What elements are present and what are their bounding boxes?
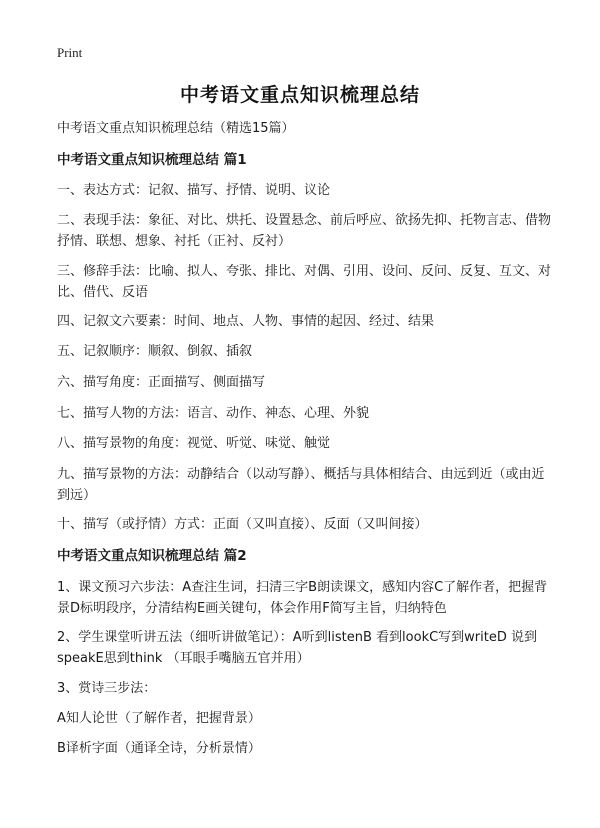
list-item: 七、描写人物的方法：语言、动作、神态、心理、外貌 — [57, 406, 370, 421]
list-item: 三、修辞手法：比喻、拟人、夸张、排比、对偶、引用、设问、反问、反复、互文、对比、借代、反语 — [57, 264, 552, 300]
list-item: 1、课文预习六步法：A查注生词，扫清三字B朗读课文，感知内容C了解作者，把握背景D标明段序，分清结构E画关键句，体会作用F简写主旨，归纳特色 — [57, 580, 548, 616]
list-item: 八、描写景物的角度：视觉、听觉、味觉、触觉 — [57, 436, 331, 451]
list-item: 3、赏诗三步法： — [57, 681, 157, 696]
list-item: 六、描写角度：正面描写、侧面描写 — [57, 375, 266, 390]
list-item: 四、记叙文六要素：时间、地点、人物、事情的起因、经过、结果 — [57, 314, 435, 329]
document-title: 中考语文重点知识梳理总结 — [179, 84, 420, 106]
list-item: 五、记叙顺序：顺叙、倒叙、插叙 — [57, 344, 253, 359]
list-item: 2、学生课堂听讲五法（细听讲做笔记）：A听到listenB 看到lookC写到writeD 说到speakE思到think （耳眼手嘴脑五官并用） — [57, 630, 537, 666]
list-item: 九、描写景物的方法：动静结合（以动写静）、概括与具体相结合、由远到近（或由近到远） — [57, 467, 545, 503]
list-item: 一、表达方式：记叙、描写、抒情、说明、议论 — [57, 183, 331, 198]
print-link[interactable]: Print — [57, 45, 83, 60]
document-subtitle: 中考语文重点知识梳理总结（精选15篇） — [57, 121, 295, 136]
list-item: A知人论世（了解作者，把握背景） — [57, 711, 261, 726]
list-item: 十、描写（或抒情）方式：正面（又叫直接）、反面（又叫间接） — [57, 517, 428, 532]
list-item: 二、表现手法：象征、对比、烘托、设置悬念、前后呼应、欲扬先抑、托物言志、借物抒情、联想、想象、衬托（正衬、反衬） — [57, 213, 552, 249]
section-1-heading: 中考语文重点知识梳理总结 篇1 — [57, 152, 247, 168]
section-2-heading: 中考语文重点知识梳理总结 篇2 — [57, 548, 247, 564]
list-item: B译析字面（通译全诗，分析景情） — [57, 741, 261, 756]
